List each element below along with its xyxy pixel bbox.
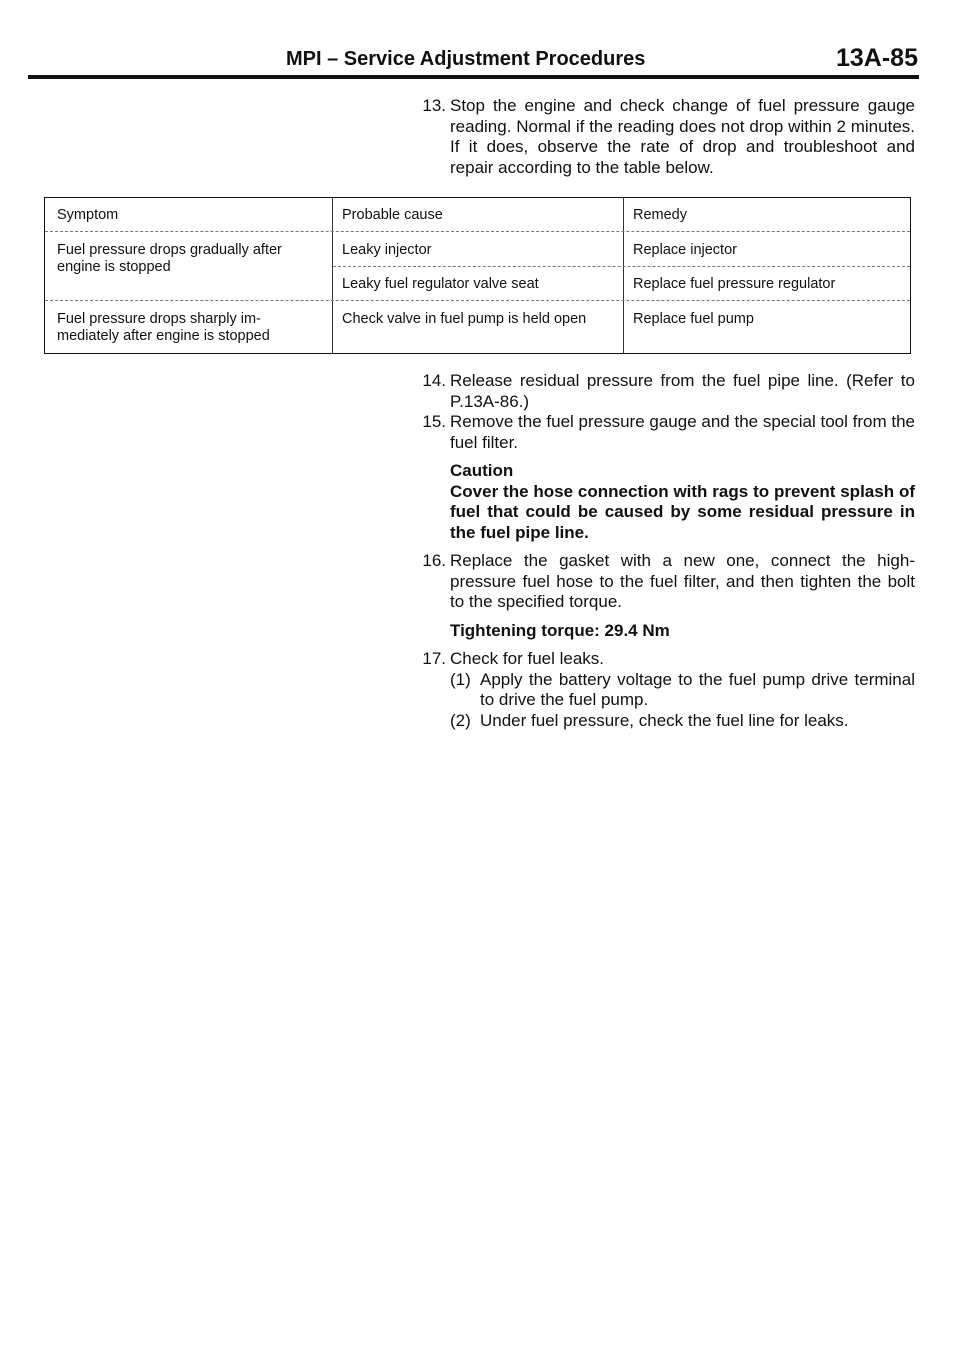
header-remedy: Remedy	[633, 207, 687, 223]
remedy-cell: Replace fuel pump	[633, 311, 754, 327]
cause-cell: Leaky injector	[342, 242, 432, 258]
step-16	[400, 551, 915, 641]
cause-cell: Leaky fuel regulator valve seat	[342, 276, 539, 292]
remedy-cell: Replace injector	[633, 242, 737, 258]
column-divider	[623, 198, 624, 353]
header-symptom: Symptom	[57, 207, 119, 223]
row-divider	[45, 231, 910, 232]
column-divider	[332, 198, 333, 353]
sub-step-number: (1)	[450, 669, 471, 689]
tightening-torque: Tightening torque: 29.4 Nm	[450, 620, 670, 640]
section-title: MPI – Service Adjustment Procedures	[286, 48, 646, 70]
step-17	[400, 649, 915, 731]
sub-step-number: (2)	[450, 710, 471, 730]
page-number: 13A-85	[836, 44, 918, 72]
step-15	[400, 412, 915, 543]
caution-title: Caution	[450, 461, 514, 480]
sub-step-text: Under fuel pressure, check the fuel line for leaks.	[480, 710, 849, 730]
symptom-cell: Fuel pressure drops sharply im-mediately after engine is stopped	[57, 311, 270, 344]
step-number: 17.	[422, 649, 446, 668]
caution-text: Cover the hose connection with rags to prevent splash of fuel that could be caused by some residual pressure in the fuel pipe line.	[450, 481, 915, 542]
row-divider	[45, 300, 910, 301]
step-text: Replace the gasket with a new one, connect the high-pressure fuel hose to the fuel filter, and then tighten the bolt to the specified torque.	[450, 551, 915, 611]
step-14	[400, 371, 915, 412]
row-divider	[333, 266, 910, 267]
step-number: 13.	[422, 96, 446, 115]
step-text: Remove the fuel pressure gauge and the special tool from the fuel filter.	[450, 412, 915, 452]
cause-cell: Check valve in fuel pump is held open	[342, 311, 587, 327]
steps-14-17	[400, 371, 915, 731]
step-text: Release residual pressure from the fuel pipe line. (Refer to P.13A-86.)	[450, 371, 915, 411]
step-number: 16.	[422, 551, 446, 570]
step-text: Stop the engine and check change of fuel pressure gauge reading. Normal if the reading does not drop within 2 minutes. If it does, observe the rate of drop and troubleshoot and repair according to the table below.	[450, 96, 915, 177]
sub-step-text: Apply the battery voltage to the fuel pump drive terminal to drive the fuel pump.	[480, 669, 915, 709]
header-rule	[28, 75, 919, 79]
symptom-cell: Fuel pressure drops gradually after engine is stopped	[57, 242, 282, 275]
step-number: 15.	[422, 412, 446, 431]
troubleshooting-table	[44, 197, 911, 354]
page-header	[28, 44, 918, 74]
remedy-cell: Replace fuel pressure regulator	[633, 276, 836, 292]
step-number: 14.	[422, 371, 446, 390]
header-probable-cause: Probable cause	[342, 207, 443, 223]
step-text: Check for fuel leaks.	[450, 649, 605, 668]
sub-step	[450, 670, 915, 711]
sub-step	[450, 711, 915, 732]
step-13	[400, 96, 915, 178]
